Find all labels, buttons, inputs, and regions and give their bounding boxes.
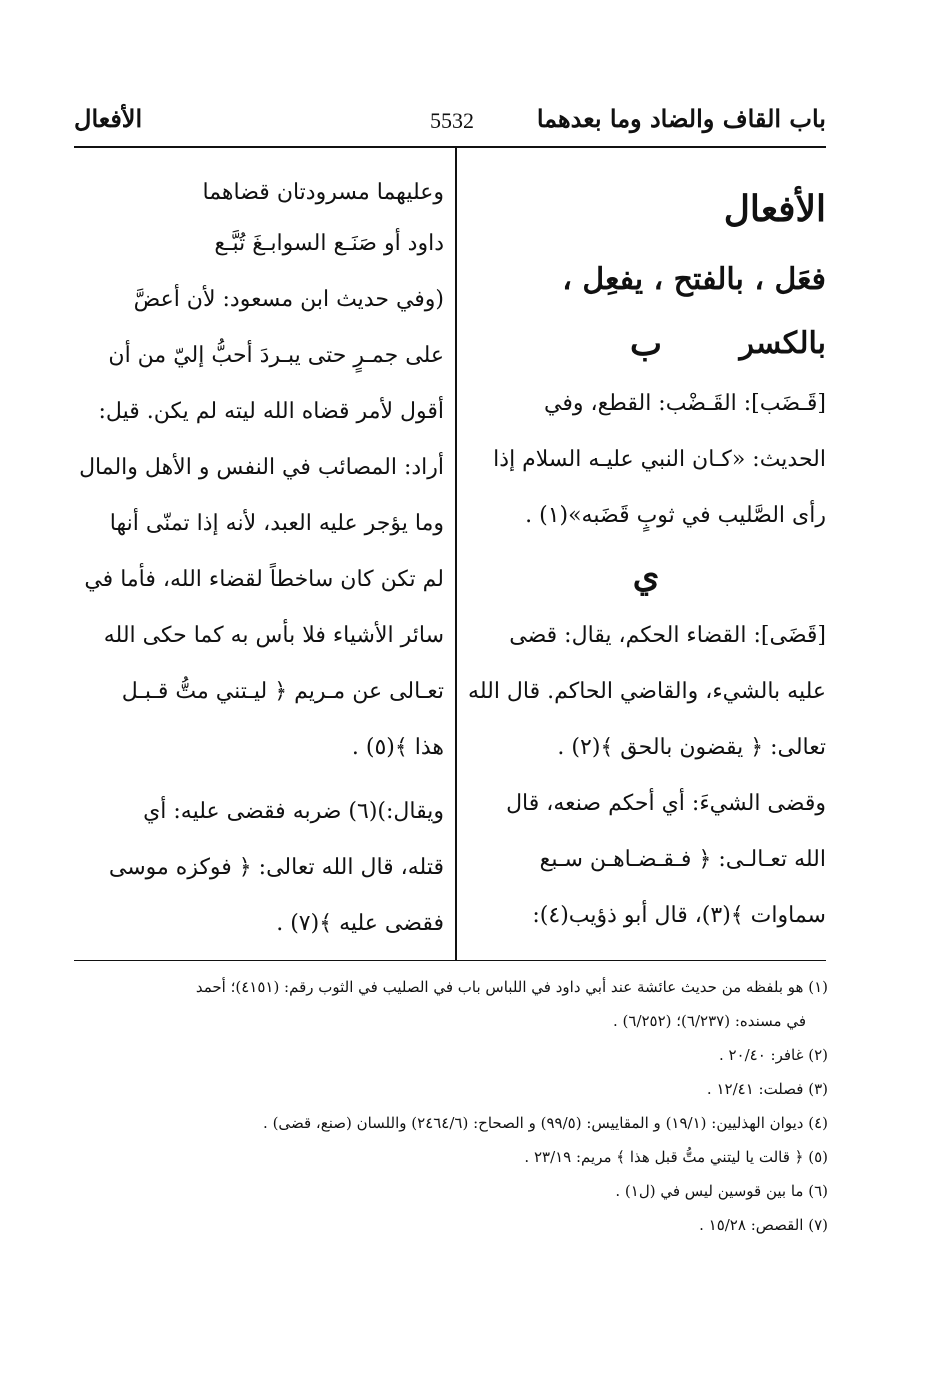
body-line: قتله، قال الله تعالى: ﴿ فوكزه موسى [108, 855, 444, 880]
footnote: (٢) غافر: ٢٠/٤٠ . [718, 1046, 828, 1064]
body-line: أقول لأمر قضاه الله ليته لم يكن. قيل: [98, 399, 444, 424]
section-title: الأفعال [74, 104, 143, 133]
entry-line: الحديث: «كـان النبي عليـه السلام إذا [493, 447, 826, 472]
entry-line: رأى الصَّليب في ثوبٍ قَضَبه»(١) . [525, 503, 826, 528]
entry-line: وقضى الشيءَ: أي أحكم صنعه، قال [506, 791, 826, 816]
entry-line: عليه بالشيء، والقاضي الحاكم. قال الله [468, 679, 826, 704]
body-line: تعـالى عن مـريم ﴿ ليـتني متُّ قـبـل [121, 679, 444, 704]
footnote-rule [74, 960, 826, 961]
chapter-title: باب القاف والضاد وما بعدهما [536, 104, 826, 133]
footnote: (٤) ديوان الهذليين: (١٩/١) و المقاييس: (٩٩/٥) و الصحاح: (٢٤٦٤/٦) واللسان (صنع، قضى) . [263, 1114, 828, 1132]
entry-line: سماوات ﴾(٣)، قال أبو ذؤيب(٤): [532, 903, 826, 928]
footnote-continuation: في مسنده: (٦/٢٣٧)؛ (٦/٢٥٢) . [613, 1012, 806, 1030]
letter-heading-y: ي [632, 556, 660, 596]
footnote: (٥) ﴿ قالت يا ليتني متُّ قبل هذا ﴾ مريم: ٢٣/١٩ . [524, 1148, 828, 1166]
entry-line: [قَضَى]: القضاء الحكم، يقال: قضى [509, 623, 826, 648]
body-line: على جمـرٍ حتى يبـردَ أحبُّ إليّ من أن [108, 343, 444, 368]
footnote: (١) هو بلفظه من حديث عائشة عند أبي داود في اللباس باب في الصليب في الثوب رقم: (٤١٥١)؛ أحمد [195, 978, 828, 996]
verse-line: وعليهما مسرودتان قضاهما [202, 180, 444, 205]
body-line: (وفي حديث ابن مسعود: لأن أعضَّ [133, 287, 444, 312]
section-heading: الأفعال [723, 188, 826, 230]
footnotes [76, 970, 828, 1242]
header-rule [74, 146, 826, 148]
entry-line: [قَـضَب]: القَـضْب: القطع، وفي [544, 391, 826, 416]
body-line: فقضى عليه ﴾(٧) . [276, 911, 444, 936]
footnote: (٧) القصص: ١٥/٢٨ . [699, 1216, 828, 1234]
verse-line: داود أو صَنَـع السوابـغَ تُبَّـع [214, 231, 444, 256]
body-line: سائر الأشياء فلا بأس به كما حكى الله [103, 623, 444, 648]
body-line: ويقال:)(٦) ضربه فقضى عليه: أي [143, 799, 444, 824]
column-divider [455, 148, 457, 960]
body-line: أراد: المصائب في النفس و الأهل والمال [79, 455, 444, 480]
entry-line: تعالى: ﴿ يقضون بالحق ﴾(٢) . [557, 735, 826, 760]
body-line: وما يؤجر عليه العبد، لأنه إذا تمنّى أنها [109, 511, 444, 536]
page-header [74, 104, 826, 144]
page-number: 5532 [430, 108, 474, 133]
footnote: (٣) فصلت: ١٢/٤١ . [706, 1080, 828, 1098]
left-column [76, 170, 444, 952]
body-line: هذا ﴾(٥) . [351, 735, 444, 760]
footnote: (٦) ما بين قوسين ليس في (ل١) . [615, 1182, 828, 1200]
body-line: لم تكن كان ساخطاً لقضاء الله، فأما في [84, 567, 444, 592]
entry-line: الله تعـالـى: ﴿ فـقـضـاهـن سـبع [539, 847, 826, 872]
verb-pattern-heading: فعَل ، بالفتح ، يفعِل ، بالكسر [562, 262, 826, 361]
letter-heading-b: ب [629, 324, 662, 364]
right-column [466, 170, 826, 944]
paragraph-gap [76, 776, 444, 784]
